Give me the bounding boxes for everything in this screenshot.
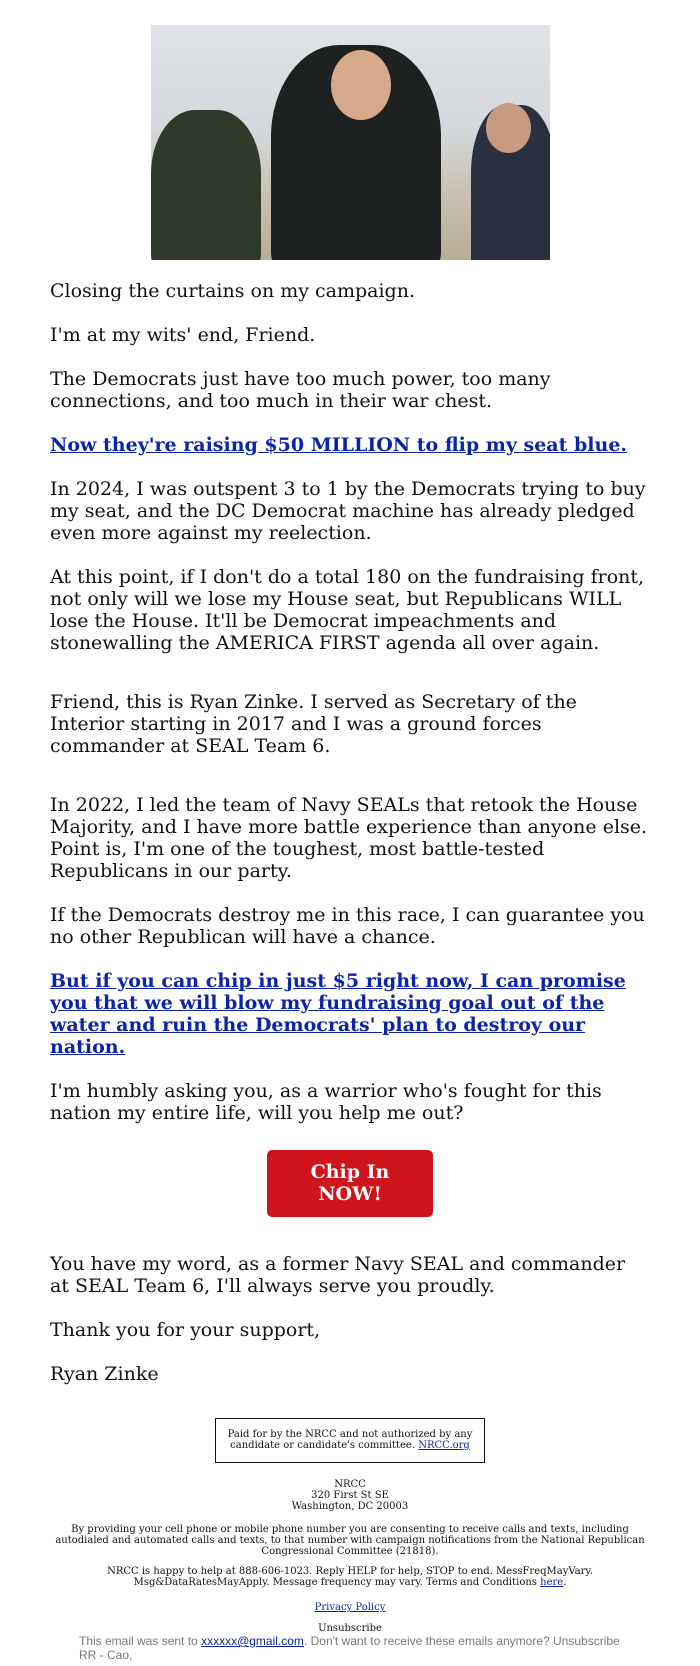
paragraph-link-wrap [50, 434, 650, 456]
paragraph: Thank you for your support, [50, 1319, 321, 1341]
paragraph: Friend, this is Ryan Zinke. I served as Secretary of the Interior starting in 2017 and I was a ground forces commander at SEAL Team 6. [50, 691, 577, 757]
paid-for-disclaimer [215, 1418, 485, 1463]
paragraph: The Democrats just have too much power, too many connections, and too much in their war chest. [50, 368, 551, 412]
paragraph: At this point, if I don't do a total 180 on the fundraising front, not only will we lose my House seat, but Republicans WILL lose the House. It'll be Democrat impeachments and stonewalling the AMERICA FIRST agenda all over again. [50, 566, 645, 654]
paragraph: In 2024, I was outspent 3 to 1 by the Democrats trying to buy my seat, and the DC Democrat machine has already pledged even more against my reelection. [50, 478, 646, 544]
main-figure-head [331, 50, 391, 120]
paragraph: Closing the curtains on my campaign. [50, 280, 415, 302]
mailing-address [0, 1479, 700, 1512]
help-message: NRCC is happy to help at 888-606-1023. Reply HELP for help, STOP to end. MessFreqMayVary. Msg&DataRatesMayApply. Message frequency may vary. Terms and Conditions [107, 1566, 593, 1588]
hero-image[interactable] [151, 25, 550, 260]
email-sent-notice [79, 1634, 679, 1662]
soldier-left-figure [151, 110, 261, 260]
signature: Ryan Zinke [50, 1363, 159, 1385]
city-state-zip: Washington, DC 20003 [291, 1501, 409, 1512]
paragraph: In 2022, I led the team of Navy SEALs that retook the House Majority, and I have more battle experience than anyone else. Point is, I'm one of the toughest, most battle-tested Republicans in our party. [50, 794, 648, 882]
soldier-right-head [486, 103, 531, 153]
unsubscribe-link[interactable]: Unsubscribe [318, 1623, 382, 1634]
cta-container [50, 1150, 650, 1217]
org-name: NRCC [334, 1479, 366, 1490]
donate-link-raising[interactable]: Now they're raising $50 MILLION to flip my seat blue. [50, 434, 628, 456]
help-text: NRCC is happy to help at 888-606-1023. Reply HELP for help, STOP to end. MessFreqMayVary. Msg&DataRatesMayApply. Message frequency may vary. Terms and Conditions here. [107, 1566, 593, 1588]
donate-link-chip-in[interactable]: But if you can chip in just $5 right now, I can promise you that we will blow my fundraising goal out of the water and ruin the Democrats' plan to destroy our nation. [50, 970, 626, 1058]
nrcc-link[interactable]: NRCC.org [418, 1440, 470, 1451]
street-address: 320 First St SE [311, 1490, 389, 1501]
terms-link[interactable]: here [540, 1577, 564, 1588]
paragraph: I'm at my wits' end, Friend. [50, 324, 316, 346]
email-body [50, 280, 650, 1407]
sent-prefix: This email was sent to [79, 1634, 198, 1648]
sent-suffix[interactable]: . Don't want to receive these emails anymore? Unsubscribe [303, 1634, 620, 1648]
privacy-policy-wrap [0, 1602, 700, 1613]
privacy-policy-link[interactable]: Privacy Policy [314, 1602, 386, 1613]
footer [0, 1418, 700, 1634]
chip-in-button[interactable]: Chip In NOW! [267, 1150, 433, 1217]
paragraph-link-wrap [50, 970, 650, 1058]
disclaimer-text: Paid for by the NRCC and not authorized by any candidate or candidate's committee. [227, 1429, 473, 1451]
recipient-email-link[interactable]: xxxxxx@gmail.com [201, 1634, 304, 1648]
paragraph: You have my word, as a former Navy SEAL and commander at SEAL Team 6, I'll always serve you proudly. [50, 1253, 626, 1297]
sms-consent-text: By providing your cell phone or mobile phone number you are consenting to receive calls and texts, including autodialed and automated calls and texts, to that number with campaign notifications from the National Republican Congressional Committee (21818). [55, 1524, 645, 1557]
paragraph: If the Democrats destroy me in this race, I can guarantee you no other Republican will have a chance. [50, 904, 645, 948]
sender-code: RR - Cao, [79, 1648, 133, 1662]
paragraph: I'm humbly asking you, as a warrior who's fought for this nation my entire life, will you help me out? [50, 1080, 602, 1124]
